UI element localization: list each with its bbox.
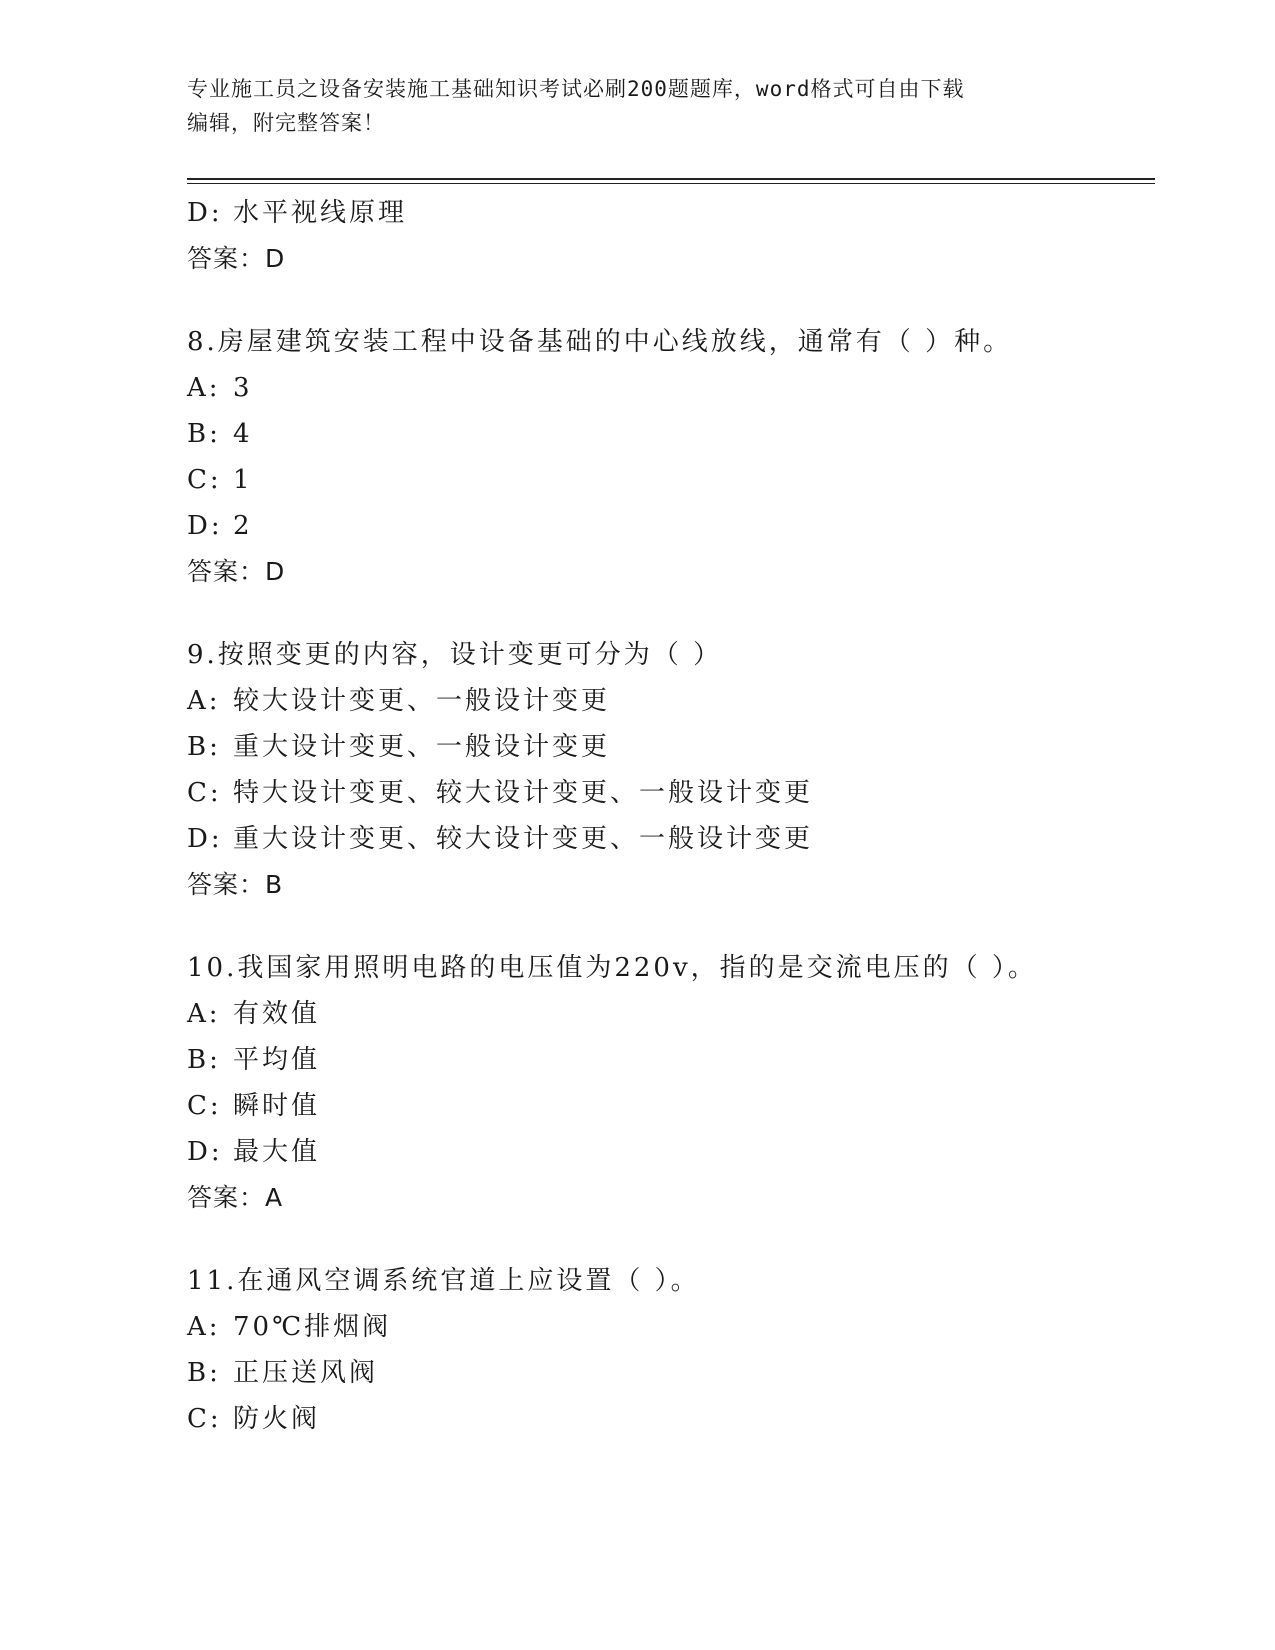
question-stem: 9.按照变更的内容，设计变更可分为（ ）	[187, 640, 723, 670]
answer-line	[187, 862, 1147, 908]
option-line	[187, 770, 1147, 816]
option-label: B:	[187, 1045, 221, 1075]
option-line	[187, 365, 1147, 411]
option-label: B:	[187, 419, 221, 449]
option-text: 平均值	[233, 1045, 321, 1075]
option-text: 水平视线原理	[233, 198, 408, 228]
option-label: A:	[187, 373, 221, 403]
option-text: 较大设计变更、一般设计变更	[233, 686, 611, 716]
option-line	[187, 1129, 1147, 1175]
option-line	[187, 190, 1147, 236]
header-title-line-1: 专业施工员之设备安装施工基础知识考试必刷200题题库，word格式可自由下载	[187, 77, 965, 101]
option-line	[187, 411, 1147, 457]
option-label: C:	[187, 778, 222, 808]
option-line	[187, 457, 1147, 503]
option-label: A:	[187, 999, 221, 1029]
option-label: A:	[187, 686, 221, 716]
option-text: 重大设计变更、较大设计变更、一般设计变更	[233, 824, 814, 854]
option-text: 重大设计变更、一般设计变更	[233, 732, 611, 762]
option-line	[187, 1083, 1147, 1129]
option-label: D:	[187, 1137, 223, 1167]
option-text: 瞬时值	[233, 1091, 321, 1121]
option-line	[187, 1350, 1147, 1396]
answer-value: D	[265, 244, 286, 273]
question-stem: 11.在通风空调系统官道上应设置（ ）。	[187, 1266, 700, 1296]
answer-value: B	[265, 870, 284, 899]
question-stem: 10.我国家用照明电路的电压值为220v，指的是交流电压的（ ）。	[187, 953, 1037, 983]
question-stem: 8.房屋建筑安装工程中设备基础的中心线放线，通常有（ ）种。	[187, 327, 1013, 357]
option-line	[187, 1304, 1147, 1350]
option-text: 70℃排烟阀	[233, 1312, 392, 1342]
question-list	[187, 190, 1147, 1442]
answer-line	[187, 1175, 1147, 1221]
option-label: B:	[187, 732, 221, 762]
option-line	[187, 1037, 1147, 1083]
answer-line	[187, 236, 1147, 282]
option-label: A:	[187, 1312, 221, 1342]
answer-prefix: 答案：	[187, 1183, 266, 1212]
option-label: D:	[187, 198, 223, 228]
answer-prefix: 答案：	[187, 244, 266, 273]
option-text: 4	[233, 419, 253, 449]
option-line	[187, 816, 1147, 862]
option-line	[187, 678, 1147, 724]
option-line	[187, 503, 1147, 549]
answer-value: D	[265, 557, 286, 586]
option-text: 正压送风阀	[233, 1358, 379, 1388]
answer-value: A	[265, 1183, 284, 1212]
option-line	[187, 724, 1147, 770]
option-text: 3	[233, 373, 253, 403]
option-line	[187, 1396, 1147, 1442]
header-rule-thin	[187, 183, 1155, 184]
document-header	[187, 72, 1087, 140]
option-label: C:	[187, 1091, 222, 1121]
option-text: 有效值	[233, 999, 321, 1029]
option-text: 2	[233, 511, 253, 541]
option-label: D:	[187, 824, 223, 854]
option-text: 防火阀	[233, 1404, 321, 1434]
option-label: C:	[187, 465, 222, 495]
option-text: 特大设计变更、较大设计变更、一般设计变更	[233, 778, 814, 808]
header-title-line-2: 编辑，附完整答案！	[187, 111, 385, 135]
answer-line	[187, 549, 1147, 595]
answer-prefix: 答案：	[187, 557, 266, 586]
option-line	[187, 991, 1147, 1037]
answer-prefix: 答案：	[187, 870, 266, 899]
option-text: 最大值	[233, 1137, 321, 1167]
option-label: B:	[187, 1358, 221, 1388]
option-label: D:	[187, 511, 223, 541]
option-label: C:	[187, 1404, 222, 1434]
header-rule-thick	[187, 178, 1155, 180]
option-text: 1	[233, 465, 253, 495]
